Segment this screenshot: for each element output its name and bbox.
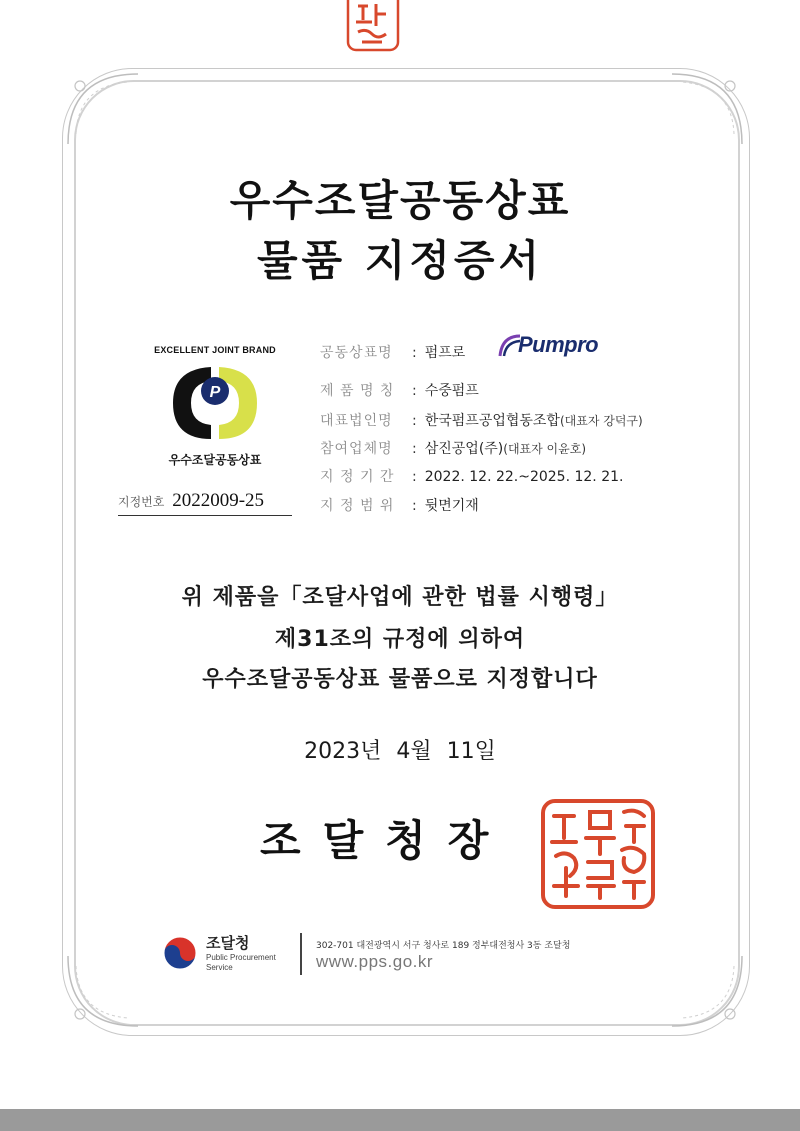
detail-label: 제 품 명 칭 [320, 383, 395, 399]
footer-org-name-ko: 조달청 [206, 934, 250, 952]
detail-label: 참여업체명 [320, 441, 393, 457]
footer-address: 302-701 대전광역시 서구 청사로 189 정부대전청사 3동 조달청 [316, 941, 571, 951]
corner-ornament-icon [58, 946, 148, 1036]
issuer-title: 조달청장 [260, 816, 511, 865]
detail-separator: : [412, 413, 417, 429]
detail-row-scope [320, 495, 479, 519]
detail-value: 2022. 12. 22.~2025. 12. 21. [424, 469, 624, 485]
brand-name: 우수조달공동상표 [168, 453, 262, 467]
registration-number [118, 490, 292, 516]
scan-bottom-strip [0, 1109, 800, 1131]
detail-separator: : [412, 498, 417, 514]
detail-separator: : [412, 469, 417, 485]
detail-value: 펌프로 [424, 345, 466, 361]
detail-row-product [320, 380, 479, 404]
footer-url[interactable]: www.pps.go.kr [316, 952, 434, 971]
taegeuk-icon [162, 935, 198, 971]
footer-org-name-en-1: Public Procurement [206, 953, 276, 962]
detail-note: (대표자 이윤호) [503, 442, 586, 456]
detail-value: 삼진공업(주) [424, 441, 504, 457]
pps-logo [162, 932, 276, 973]
detail-row-period [320, 466, 623, 490]
detail-note: (대표자 강덕구) [559, 414, 643, 428]
top-seal-icon [342, 0, 404, 56]
body-line-3: 우수조달공동상표 물품으로 지정합니다 [202, 667, 598, 692]
corner-ornament-icon [662, 946, 752, 1036]
official-seal-icon [540, 798, 656, 910]
footer-org-name-en-2: Service [206, 963, 233, 972]
detail-label: 지 정 기 간 [320, 469, 395, 485]
excellent-brand-logo-icon [165, 361, 265, 445]
detail-label: 공동상표명 [320, 345, 393, 361]
detail-value: 뒷면기재 [424, 498, 479, 514]
detail-separator: : [412, 345, 417, 361]
body-line-1: 위 제품을「조달사업에 관한 법률 시행령」 [181, 585, 619, 610]
detail-value: 한국펌프공업협동조합 [424, 413, 560, 429]
detail-row-brand [320, 342, 465, 366]
detail-label: 지 정 범 위 [320, 498, 395, 514]
detail-value: 수중펌프 [424, 383, 479, 399]
pumpro-logo [496, 330, 598, 360]
registration-label: 지정번호 [118, 495, 165, 509]
detail-label: 대표법인명 [320, 413, 393, 429]
detail-separator: : [412, 383, 417, 399]
corner-ornament-icon [58, 64, 148, 154]
brand-block [130, 345, 300, 468]
detail-row-representative [320, 410, 643, 434]
detail-separator: : [412, 441, 417, 457]
certificate-title-line2: 물품 지정증서 [256, 236, 544, 285]
brand-caption: EXCELLENT JOINT BRAND [154, 345, 276, 355]
corner-ornament-icon [662, 64, 752, 154]
certificate-title-line1: 우수조달공동상표 [229, 176, 571, 225]
pumpro-logo-text: Pumpro [518, 332, 599, 357]
svg-text:P: P [209, 384, 221, 401]
detail-row-participant [320, 438, 586, 462]
body-line-2: 제31조의 규정에 의하여 [274, 627, 526, 652]
footer-divider [300, 933, 302, 975]
registration-value: 2022009-25 [172, 490, 265, 511]
issue-date: 2023년 4월 11일 [304, 739, 496, 764]
